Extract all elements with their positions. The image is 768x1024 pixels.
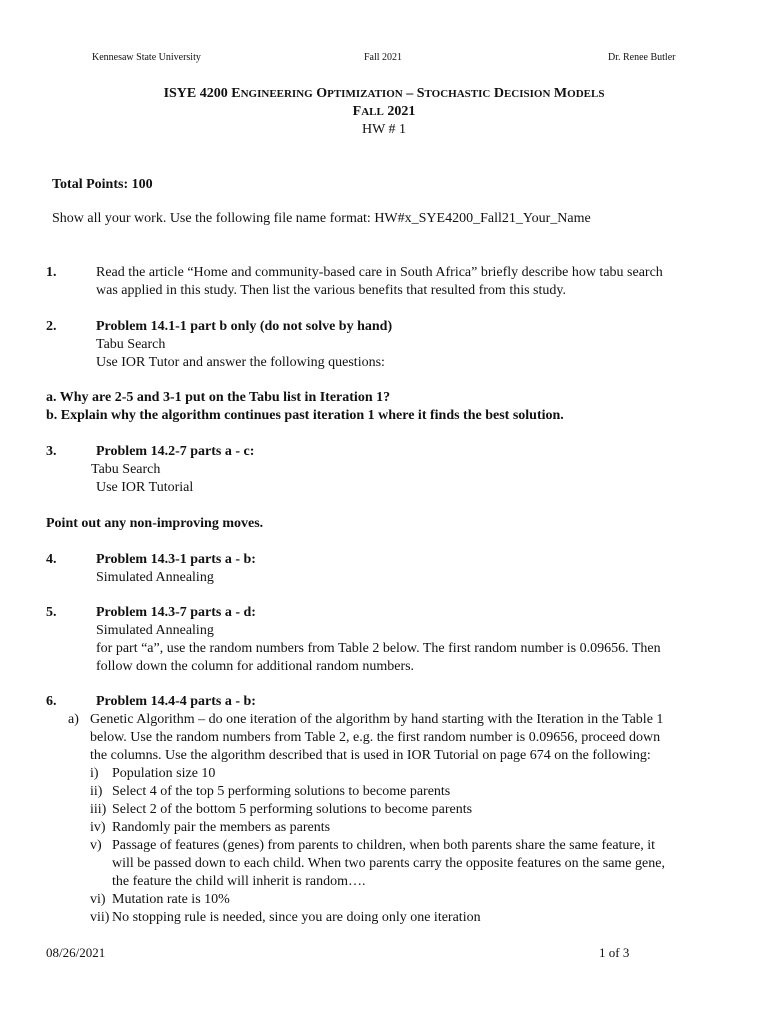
- q4-number: 4.: [46, 552, 57, 567]
- q6-item-label: vi): [90, 892, 106, 907]
- q3-line1: Tabu Search: [91, 462, 161, 477]
- q4-title: Problem 14.3-1 parts a - b:: [96, 552, 256, 567]
- q6-item-text: Select 2 of the bottom 5 performing solutions to become parents: [112, 802, 473, 817]
- q2-subquestion-b: b. Explain why the algorithm continues past iteration 1 where it finds the best solution.: [46, 408, 564, 423]
- q2-subquestion-a: a. Why are 2-5 and 3-1 put on the Tabu list in Iteration 1?: [46, 390, 391, 405]
- q6-number: 6.: [46, 694, 57, 709]
- q6-part-a-line1: Genetic Algorithm – do one iteration of the algorithm by hand starting with the Iteration in the Table 1: [90, 712, 664, 727]
- q6-part-a-line2: below. Use the random numbers from Table 2, e.g. the first random number is 0.09656, proceed down: [90, 730, 661, 745]
- total-points: Total Points: 100: [52, 177, 153, 192]
- instructions: Show all your work. Use the following file name format: HW#x_SYE4200_Fall21_Your_Name: [52, 211, 591, 226]
- q6-item-text: the feature the child will inherit is random….: [112, 874, 366, 889]
- q1-line1: Read the article “Home and community-based care in South Africa” briefly describe how tabu search: [96, 265, 663, 280]
- q2-number: 2.: [46, 319, 57, 334]
- q6-item-label: iv): [90, 820, 106, 835]
- q5-line3: follow down the column for additional random numbers.: [96, 659, 415, 674]
- footer-date: 08/26/2021: [46, 945, 106, 960]
- q6-part-a-label: a): [68, 712, 79, 727]
- q6-item-text: No stopping rule is needed, since you are doing only one iteration: [112, 910, 481, 925]
- q2-line2: Use IOR Tutor and answer the following questions:: [96, 355, 385, 370]
- q6-item-label: iii): [90, 802, 107, 817]
- q6-item-label: i): [90, 766, 99, 781]
- q6-item-text: Population size 10: [112, 766, 216, 781]
- q3-number: 3.: [46, 444, 57, 459]
- q6-item-text: Select 4 of the top 5 performing solutions to become parents: [112, 784, 451, 799]
- q1-line2: was applied in this study. Then list the various benefits that resulted from this study.: [96, 283, 566, 298]
- header-term: Fall 2021: [364, 52, 403, 63]
- q2-line1: Tabu Search: [96, 337, 166, 352]
- q3-note: Point out any non-improving moves.: [46, 516, 264, 531]
- q6-item-label: v): [90, 838, 102, 853]
- q2-title: Problem 14.1-1 part b only (do not solve by hand): [96, 319, 393, 334]
- q3-line2: Use IOR Tutorial: [96, 480, 194, 495]
- q5-title: Problem 14.3-7 parts a - d:: [96, 605, 256, 620]
- q1-number: 1.: [46, 265, 57, 280]
- q3-title: Problem 14.2-7 parts a - c:: [96, 444, 255, 459]
- q6-item-label: vii): [90, 910, 110, 925]
- q5-line2: for part “a”, use the random numbers from Table 2 below. The first random number is 0.09656. Then: [96, 641, 661, 656]
- q5-number: 5.: [46, 605, 57, 620]
- q6-item-text: Randomly pair the members as parents: [112, 820, 331, 835]
- header-instructor: Dr. Renee Butler: [608, 52, 676, 63]
- page-number: 1 of 3: [599, 945, 630, 960]
- hw-number: HW # 1: [361, 122, 407, 137]
- q5-line1: Simulated Annealing: [96, 623, 214, 638]
- q6-item-text: will be passed down to each child. When two parents carry the opposite features on the same gene,: [112, 856, 665, 871]
- q6-item-text: Passage of features (genes) from parents to children, when both parents share the same feature, it: [112, 838, 656, 853]
- course-title: ISYE 4200 ENGINEERING OPTIMIZATION – STOCHASTIC DECISION MODELS: [163, 86, 605, 101]
- q6-item-text: Mutation rate is 10%: [112, 892, 230, 907]
- q6-title: Problem 14.4-4 parts a - b:: [96, 694, 256, 709]
- q4-line1: Simulated Annealing: [96, 570, 214, 585]
- term-title: FALL 2021: [352, 104, 416, 119]
- header-university: Kennesaw State University: [92, 52, 201, 63]
- q6-item-label: ii): [90, 784, 103, 799]
- q6-part-a-line3: the columns. Use the algorithm described that is used in IOR Tutorial on page 674 on the following:: [90, 748, 651, 763]
